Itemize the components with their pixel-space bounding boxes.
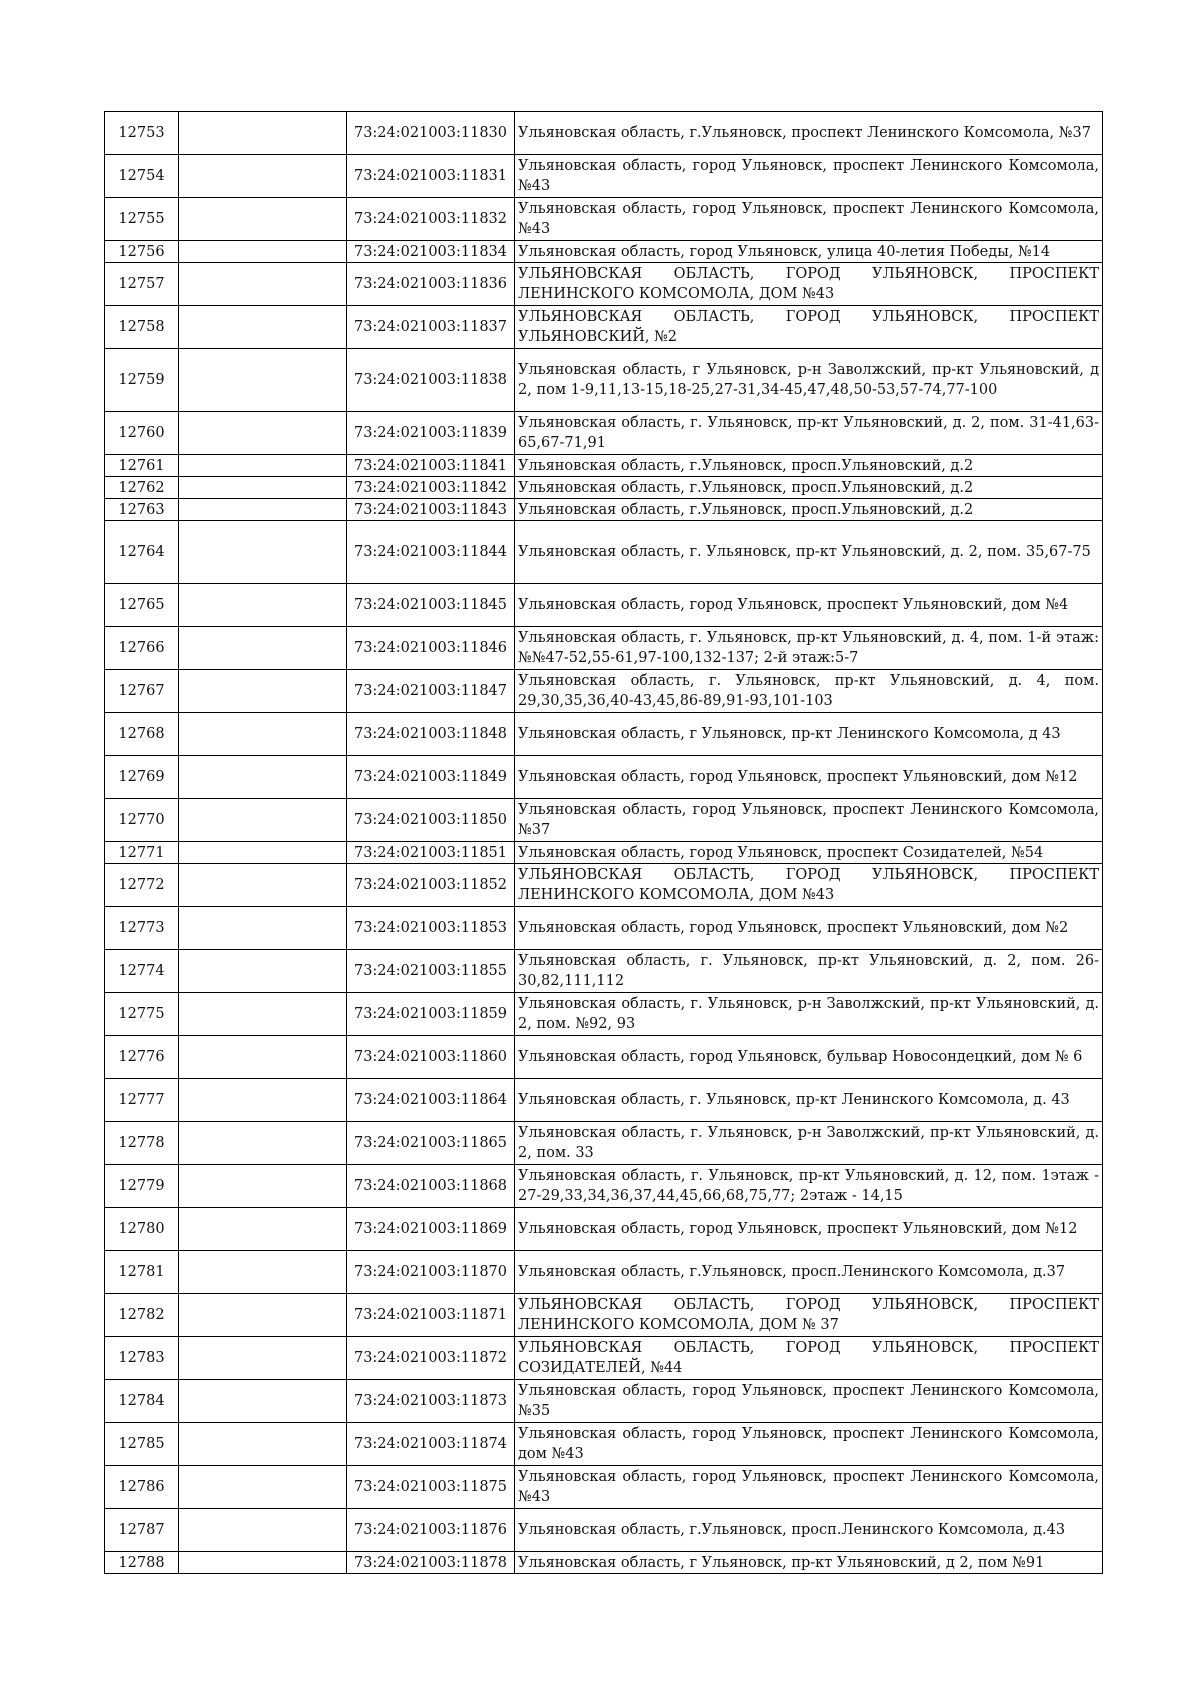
address-cell: Ульяновская область, город Ульяновск, проспект Ленинского Комсомола, №35 <box>515 1380 1103 1423</box>
row-number-cell: 12767 <box>105 670 179 713</box>
row-number-cell: 12770 <box>105 799 179 842</box>
row-number-cell: 12759 <box>105 349 179 412</box>
table-row <box>105 198 1103 241</box>
table-row <box>105 907 1103 950</box>
table-row <box>105 1251 1103 1294</box>
empty-cell <box>179 1380 347 1423</box>
address-cell: Ульяновская область, г.Ульяновск, просп.Ленинского Комсомола, д.37 <box>515 1251 1103 1294</box>
row-number-cell: 12773 <box>105 907 179 950</box>
table-row <box>105 1509 1103 1552</box>
cadastral-number-cell: 73:24:021003:11838 <box>347 349 515 412</box>
cadastral-number-cell: 73:24:021003:11837 <box>347 306 515 349</box>
table-row <box>105 477 1103 499</box>
table-row <box>105 499 1103 521</box>
empty-cell <box>179 864 347 907</box>
address-cell: Ульяновская область, г. Ульяновск, р-н Заволжский, пр-кт Ульяновский, д. 2, пом. №92, 93 <box>515 993 1103 1036</box>
table-row <box>105 1466 1103 1509</box>
table-row <box>105 670 1103 713</box>
empty-cell <box>179 1079 347 1122</box>
address-cell: Ульяновская область, г.Ульяновск, просп.Ульяновский, д.2 <box>515 477 1103 499</box>
row-number-cell: 12761 <box>105 455 179 477</box>
cadastral-number-cell: 73:24:021003:11849 <box>347 756 515 799</box>
address-cell: УЛЬЯНОВСКАЯ ОБЛАСТЬ, ГОРОД УЛЬЯНОВСК, ПРОСПЕКТ ЛЕНИНСКОГО КОМСОМОЛА, ДОМ №43 <box>515 263 1103 306</box>
empty-cell <box>179 627 347 670</box>
row-number-cell: 12781 <box>105 1251 179 1294</box>
address-cell: Ульяновская область, г. Ульяновск, пр-кт Ульяновский, д. 2, пом. 26-30,82,111,112 <box>515 950 1103 993</box>
row-number-cell: 12787 <box>105 1509 179 1552</box>
row-number-cell: 12754 <box>105 155 179 198</box>
empty-cell <box>179 756 347 799</box>
table-row <box>105 263 1103 306</box>
row-number-cell: 12771 <box>105 842 179 864</box>
empty-cell <box>179 1466 347 1509</box>
address-cell: Ульяновская область, город Ульяновск, проспект Ленинского Комсомола, №43 <box>515 198 1103 241</box>
address-cell: Ульяновская область, г Ульяновск, р-н Заволжский, пр-кт Ульяновский, д 2, пом 1-9,11,13-15,18-25,27-31,34-45,47,48,50-53,57-74,77-100 <box>515 349 1103 412</box>
table-row <box>105 756 1103 799</box>
row-number-cell: 12756 <box>105 241 179 263</box>
table-row <box>105 799 1103 842</box>
table-row <box>105 584 1103 627</box>
row-number-cell: 12758 <box>105 306 179 349</box>
address-cell: Ульяновская область, г. Ульяновск, пр-кт Ульяновский, д. 2, пом. 31-41,63-65,67-71,91 <box>515 412 1103 455</box>
empty-cell <box>179 584 347 627</box>
empty-cell <box>179 155 347 198</box>
table-row <box>105 412 1103 455</box>
address-cell: Ульяновская область, г. Ульяновск, пр-кт Ульяновский, д. 4, пом. 1-й этаж: №№47-52,55-61,97-100,132-137; 2-й этаж:5-7 <box>515 627 1103 670</box>
address-cell: Ульяновская область, г Ульяновск, пр-кт Ленинского Комсомола, д 43 <box>515 713 1103 756</box>
cadastral-number-cell: 73:24:021003:11859 <box>347 993 515 1036</box>
cadastral-number-cell: 73:24:021003:11878 <box>347 1552 515 1574</box>
empty-cell <box>179 198 347 241</box>
empty-cell <box>179 521 347 584</box>
empty-cell <box>179 306 347 349</box>
cadastral-number-cell: 73:24:021003:11834 <box>347 241 515 263</box>
cadastral-number-cell: 73:24:021003:11831 <box>347 155 515 198</box>
table-row <box>105 455 1103 477</box>
cadastral-number-cell: 73:24:021003:11870 <box>347 1251 515 1294</box>
row-number-cell: 12772 <box>105 864 179 907</box>
table-row <box>105 1165 1103 1208</box>
address-cell: УЛЬЯНОВСКАЯ ОБЛАСТЬ, ГОРОД УЛЬЯНОВСК, ПРОСПЕКТ ЛЕНИНСКОГО КОМСОМОЛА, ДОМ №43 <box>515 864 1103 907</box>
table-row <box>105 306 1103 349</box>
row-number-cell: 12780 <box>105 1208 179 1251</box>
cadastral-number-cell: 73:24:021003:11847 <box>347 670 515 713</box>
address-cell: Ульяновская область, город Ульяновск, проспект Ленинского Комсомола, №43 <box>515 155 1103 198</box>
table-row <box>105 112 1103 155</box>
address-cell: Ульяновская область, город Ульяновск, проспект Ленинского Комсомола, №43 <box>515 1466 1103 1509</box>
empty-cell <box>179 1337 347 1380</box>
table-row <box>105 1337 1103 1380</box>
table-row <box>105 1294 1103 1337</box>
empty-cell <box>179 455 347 477</box>
cadastral-number-cell: 73:24:021003:11845 <box>347 584 515 627</box>
empty-cell <box>179 907 347 950</box>
address-cell: Ульяновская область, г. Ульяновск, пр-кт Ульяновский, д. 12, пом. 1этаж - 27-29,33,34,36,37,44,45,66,68,75,77; 2этаж - 14,15 <box>515 1165 1103 1208</box>
empty-cell <box>179 412 347 455</box>
address-cell: Ульяновская область, город Ульяновск, проспект Ульяновский, дом №4 <box>515 584 1103 627</box>
table-body <box>105 112 1103 1574</box>
address-cell: Ульяновская область, город Ульяновск, проспект Ленинского Комсомола, дом №43 <box>515 1423 1103 1466</box>
address-cell: Ульяновская область, город Ульяновск, проспект Ленинского Комсомола, №37 <box>515 799 1103 842</box>
cadastral-number-cell: 73:24:021003:11851 <box>347 842 515 864</box>
row-number-cell: 12774 <box>105 950 179 993</box>
row-number-cell: 12779 <box>105 1165 179 1208</box>
empty-cell <box>179 263 347 306</box>
row-number-cell: 12786 <box>105 1466 179 1509</box>
address-cell: Ульяновская область, г.Ульяновск, проспект Ленинского Комсомола, №37 <box>515 112 1103 155</box>
row-number-cell: 12757 <box>105 263 179 306</box>
table-row <box>105 1380 1103 1423</box>
address-cell: Ульяновская область, г. Ульяновск, р-н Заволжский, пр-кт Ульяновский, д. 2, пом. 33 <box>515 1122 1103 1165</box>
empty-cell <box>179 1122 347 1165</box>
address-cell: Ульяновская область, город Ульяновск, проспект Ульяновский, дом №12 <box>515 1208 1103 1251</box>
cadastral-number-cell: 73:24:021003:11864 <box>347 1079 515 1122</box>
row-number-cell: 12778 <box>105 1122 179 1165</box>
cadastral-number-cell: 73:24:021003:11843 <box>347 499 515 521</box>
address-cell: Ульяновская область, г Ульяновск, пр-кт Ульяновский, д 2, пом №91 <box>515 1552 1103 1574</box>
row-number-cell: 12760 <box>105 412 179 455</box>
cadastral-number-cell: 73:24:021003:11865 <box>347 1122 515 1165</box>
row-number-cell: 12784 <box>105 1380 179 1423</box>
address-cell: Ульяновская область, г. Ульяновск, пр-кт Ульяновский, д. 2, пом. 35,67-75 <box>515 521 1103 584</box>
cadastral-number-cell: 73:24:021003:11844 <box>347 521 515 584</box>
empty-cell <box>179 499 347 521</box>
row-number-cell: 12782 <box>105 1294 179 1337</box>
empty-cell <box>179 1036 347 1079</box>
table-row <box>105 950 1103 993</box>
row-number-cell: 12777 <box>105 1079 179 1122</box>
empty-cell <box>179 1251 347 1294</box>
empty-cell <box>179 713 347 756</box>
row-number-cell: 12766 <box>105 627 179 670</box>
cadastral-number-cell: 73:24:021003:11853 <box>347 907 515 950</box>
cadastral-number-cell: 73:24:021003:11873 <box>347 1380 515 1423</box>
empty-cell <box>179 1509 347 1552</box>
empty-cell <box>179 670 347 713</box>
row-number-cell: 12783 <box>105 1337 179 1380</box>
row-number-cell: 12776 <box>105 1036 179 1079</box>
row-number-cell: 12755 <box>105 198 179 241</box>
table-row <box>105 864 1103 907</box>
row-number-cell: 12764 <box>105 521 179 584</box>
empty-cell <box>179 477 347 499</box>
empty-cell <box>179 349 347 412</box>
table-row <box>105 1079 1103 1122</box>
cadastral-number-cell: 73:24:021003:11874 <box>347 1423 515 1466</box>
row-number-cell: 12775 <box>105 993 179 1036</box>
row-number-cell: 12762 <box>105 477 179 499</box>
cadastral-number-cell: 73:24:021003:11869 <box>347 1208 515 1251</box>
cadastral-number-cell: 73:24:021003:11871 <box>347 1294 515 1337</box>
cadastral-number-cell: 73:24:021003:11855 <box>347 950 515 993</box>
empty-cell <box>179 1165 347 1208</box>
table-row <box>105 1552 1103 1574</box>
row-number-cell: 12788 <box>105 1552 179 1574</box>
cadastral-number-cell: 73:24:021003:11832 <box>347 198 515 241</box>
cadastral-number-cell: 73:24:021003:11875 <box>347 1466 515 1509</box>
cadastral-number-cell: 73:24:021003:11836 <box>347 263 515 306</box>
empty-cell <box>179 112 347 155</box>
empty-cell <box>179 1208 347 1251</box>
empty-cell <box>179 241 347 263</box>
cadastral-number-cell: 73:24:021003:11846 <box>347 627 515 670</box>
empty-cell <box>179 1294 347 1337</box>
address-cell: Ульяновская область, город Ульяновск, проспект Созидателей, №54 <box>515 842 1103 864</box>
cadastral-number-cell: 73:24:021003:11850 <box>347 799 515 842</box>
address-cell: Ульяновская область, г.Ульяновск, просп.Ульяновский, д.2 <box>515 455 1103 477</box>
address-cell: Ульяновская область, г. Ульяновск, пр-кт Ульяновский, д. 4, пом. 29,30,35,36,40-43,45,86-89,91-93,101-103 <box>515 670 1103 713</box>
cadastral-number-cell: 73:24:021003:11860 <box>347 1036 515 1079</box>
empty-cell <box>179 799 347 842</box>
address-cell: Ульяновская область, город Ульяновск, проспект Ульяновский, дом №12 <box>515 756 1103 799</box>
cadastral-number-cell: 73:24:021003:11848 <box>347 713 515 756</box>
table-row <box>105 1036 1103 1079</box>
empty-cell <box>179 950 347 993</box>
table-row <box>105 521 1103 584</box>
table-row <box>105 155 1103 198</box>
address-cell: Ульяновская область, г.Ульяновск, просп.Ульяновский, д.2 <box>515 499 1103 521</box>
address-cell: УЛЬЯНОВСКАЯ ОБЛАСТЬ, ГОРОД УЛЬЯНОВСК, ПРОСПЕКТ ЛЕНИНСКОГО КОМСОМОЛА, ДОМ № 37 <box>515 1294 1103 1337</box>
address-cell: Ульяновская область, город Ульяновск, улица 40-летия Победы, №14 <box>515 241 1103 263</box>
address-cell: УЛЬЯНОВСКАЯ ОБЛАСТЬ, ГОРОД УЛЬЯНОВСК, ПРОСПЕКТ УЛЬЯНОВСКИЙ, №2 <box>515 306 1103 349</box>
table-row <box>105 993 1103 1036</box>
table-row <box>105 842 1103 864</box>
address-cell: УЛЬЯНОВСКАЯ ОБЛАСТЬ, ГОРОД УЛЬЯНОВСК, ПРОСПЕКТ СОЗИДАТЕЛЕЙ, №44 <box>515 1337 1103 1380</box>
cadastral-number-cell: 73:24:021003:11830 <box>347 112 515 155</box>
row-number-cell: 12753 <box>105 112 179 155</box>
cadastral-number-cell: 73:24:021003:11852 <box>347 864 515 907</box>
table-row <box>105 1208 1103 1251</box>
row-number-cell: 12769 <box>105 756 179 799</box>
row-number-cell: 12763 <box>105 499 179 521</box>
address-cell: Ульяновская область, г.Ульяновск, просп.Ленинского Комсомола, д.43 <box>515 1509 1103 1552</box>
table-row <box>105 1423 1103 1466</box>
cadastral-table <box>104 111 1103 1574</box>
document-page <box>104 111 1102 1574</box>
address-cell: Ульяновская область, г. Ульяновск, пр-кт Ленинского Комсомола, д. 43 <box>515 1079 1103 1122</box>
row-number-cell: 12765 <box>105 584 179 627</box>
empty-cell <box>179 1552 347 1574</box>
address-cell: Ульяновская область, город Ульяновск, бульвар Новосондецкий, дом № 6 <box>515 1036 1103 1079</box>
table-row <box>105 1122 1103 1165</box>
cadastral-number-cell: 73:24:021003:11876 <box>347 1509 515 1552</box>
address-cell: Ульяновская область, город Ульяновск, проспект Ульяновский, дом №2 <box>515 907 1103 950</box>
table-row <box>105 713 1103 756</box>
cadastral-number-cell: 73:24:021003:11872 <box>347 1337 515 1380</box>
empty-cell <box>179 1423 347 1466</box>
row-number-cell: 12785 <box>105 1423 179 1466</box>
cadastral-number-cell: 73:24:021003:11841 <box>347 455 515 477</box>
cadastral-number-cell: 73:24:021003:11842 <box>347 477 515 499</box>
table-row <box>105 627 1103 670</box>
table-row <box>105 241 1103 263</box>
table-row <box>105 349 1103 412</box>
cadastral-number-cell: 73:24:021003:11868 <box>347 1165 515 1208</box>
empty-cell <box>179 842 347 864</box>
row-number-cell: 12768 <box>105 713 179 756</box>
empty-cell <box>179 993 347 1036</box>
cadastral-number-cell: 73:24:021003:11839 <box>347 412 515 455</box>
